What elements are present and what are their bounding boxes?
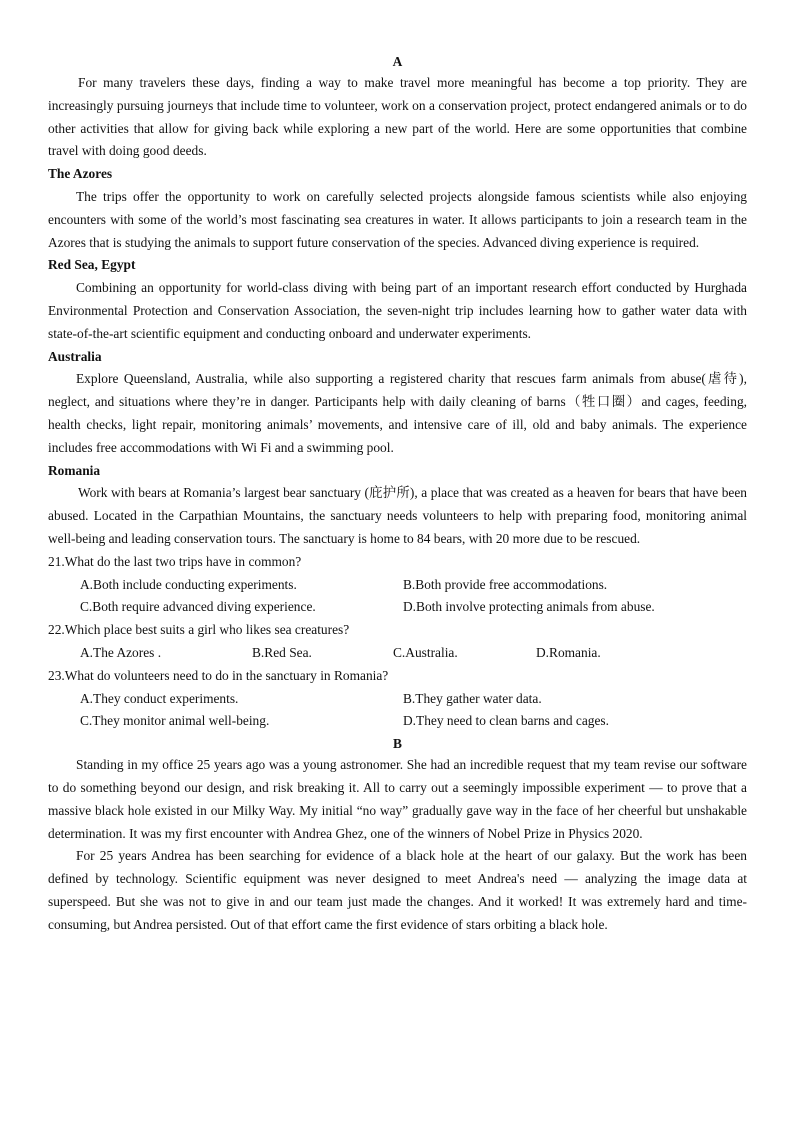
question-21-options-row2 [48, 596, 747, 619]
question-21: 21.What do the last two trips have in common? [48, 553, 302, 569]
q21-option-a: A.Both include conducting experiments. [80, 576, 297, 592]
azores-heading: The Azores [48, 166, 113, 182]
q22-option-d: D.Romania. [536, 644, 601, 660]
passage-a-label: A [392, 54, 403, 69]
q21-option-d: D.Both involve protecting animals from abuse. [403, 599, 655, 615]
q21-option-b: B.Both provide free accommodations. [403, 576, 608, 592]
australia-text: Explore Queensland, Australia, while also supporting a registered charity that rescues farm animals from abuse(虐待), neglect, and situations where they’re in danger. Participants help with daily cleaning of barns（牲口圈）and cages, feeding, health checks, light repair, monitoring animals’ movements, and intensive care of ill, old and baby animals. The experience includes free accommodations with Wi Fi and a swimming pool. [48, 371, 747, 455]
red-sea-heading: Red Sea, Egypt [48, 257, 136, 273]
q23-option-b: B.They gather water data. [403, 690, 542, 706]
question-22-options [48, 642, 747, 665]
q22-option-b: B.Red Sea. [252, 644, 312, 660]
azores-text: The trips offer the opportunity to work on carefully selected projects alongside famous scientists while also enjoying encounters with some of the world’s most fascinating sea creatures in water. It allows participants to join a research team in the Azores that is studying the animals to support future conservation of the species. Advanced diving experience is required. [48, 188, 747, 250]
romania-text: Work with bears at Romania’s largest bear sanctuary (庇护所), a place that was created as a heaven for bears that have been abused. Located in the Carpathian Mountains, the sanctuary needs volunteers to help with preparing food, monitoring animal well-being and leading conservation tours. The sanctuary is home to 84 bears, with 20 more due to be rescued. [48, 485, 747, 546]
red-sea-text: Combining an opportunity for world-class diving with being part of an important research effort conducted by Hurghada Environmental Protection and Conservation Association, the seven-night trip includes learning how to gather water data with state-of-the-art scientific equipment and conducting onboard and underwater experiments. [48, 280, 747, 341]
australia-heading: Australia [48, 348, 102, 364]
q22-option-a: A.The Azores . [80, 644, 162, 660]
q23-option-c: C.They monitor animal well-being. [80, 713, 270, 729]
question-21-options-row1 [48, 574, 747, 597]
passage-b-label: B [393, 736, 402, 752]
question-23-options-row1 [48, 688, 747, 711]
passage-a-intro: For many travelers these days, finding a way to make travel more meaningful has become a top priority. They are increasingly pursuing journeys that include time to volunteer, work on a conservation project, protect endangered animals or to do other activities that allow for giving back while exploring a new part of the world. Here are some opportunities that combine travel with doing good deeds. [48, 75, 747, 159]
q23-option-a: A.They conduct experiments. [80, 690, 239, 706]
passage-b-paragraph-1: Standing in my office 25 years ago was a young astronomer. She had an incredible request that my team revise our software to do something beyond our design, and risk breaking it. All to carry out a seemingly impossible experiment — to prove that a massive black hole existed in our Milky Way. My initial “no way” gradually gave way in the face of her cheerful but unshakable determination. It was my first encounter with Andrea Ghez, one of the winners of Nobel Prize in Physics 2020. [48, 757, 747, 841]
question-23: 23.What do volunteers need to do in the sanctuary in Romania? [48, 667, 389, 683]
romania-heading: Romania [48, 462, 101, 478]
q22-option-c: C.Australia. [393, 644, 458, 660]
question-23-options-row2 [48, 710, 747, 733]
q21-option-c: C.Both require advanced diving experience. [80, 599, 316, 615]
q23-option-d: D.They need to clean barns and cages. [403, 713, 609, 729]
passage-b-paragraph-2: For 25 years Andrea has been searching for evidence of a black hole at the heart of our galaxy. But the work has been defined by technology. Scientific equipment was never designed to meet Andrea's need — analyzing the image data at superspeed. But she was not to give in and our team just made the changes. And it worked! It was extremely hard and time-consuming, but Andrea persisted. Out of that effort came the first evidence of stars orbiting a black hole. [48, 848, 747, 932]
question-22: 22.Which place best suits a girl who likes sea creatures? [48, 622, 350, 638]
